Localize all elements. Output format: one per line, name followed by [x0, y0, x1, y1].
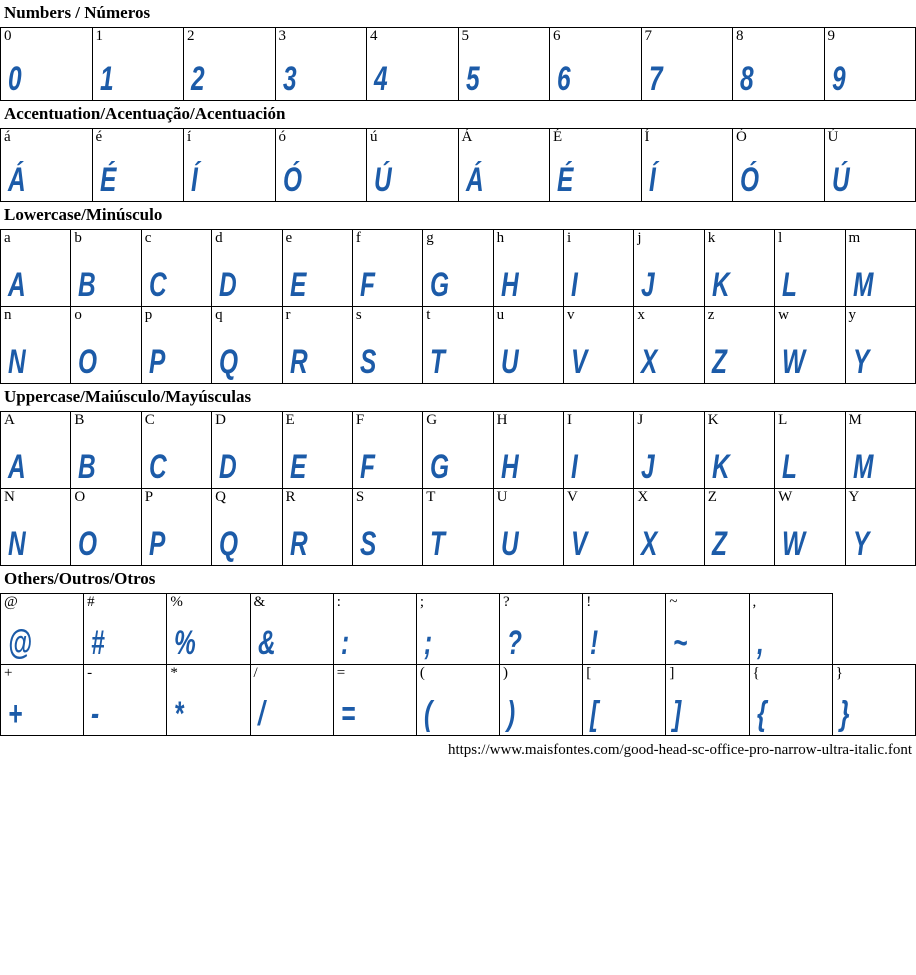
- glyph-cell: [92, 28, 184, 101]
- glyph-table-others: [0, 593, 916, 736]
- glyph-cell: [71, 489, 141, 566]
- glyph-sample: C: [148, 266, 166, 304]
- glyph-cell: [282, 489, 352, 566]
- glyph-sample: (: [423, 695, 432, 733]
- glyph-sample: #: [91, 624, 105, 662]
- glyph-cell: [71, 230, 141, 307]
- glyph-label: p: [144, 307, 153, 323]
- glyph-cell: [167, 665, 250, 736]
- glyph-label: 2: [187, 28, 195, 44]
- glyph-cell: [458, 129, 550, 202]
- glyph-cell: [824, 28, 916, 101]
- glyph-label: [: [586, 665, 592, 681]
- glyph-cell: [824, 129, 916, 202]
- glyph-sample: Y: [852, 525, 869, 563]
- glyph-label: z: [707, 307, 715, 323]
- glyph-cell: [275, 28, 367, 101]
- glyph-sample: É: [99, 161, 116, 199]
- glyph-cell: [71, 307, 141, 384]
- glyph-sample: :: [340, 624, 349, 662]
- table-row: [1, 412, 916, 489]
- table-row: [1, 230, 916, 307]
- glyph-sample: 2: [191, 60, 204, 98]
- glyph-cell: [564, 307, 634, 384]
- glyph-sample: J: [641, 448, 655, 486]
- glyph-label: b: [74, 230, 82, 246]
- glyph-label: w: [778, 307, 789, 323]
- glyph-sample: {: [756, 695, 766, 733]
- table-row: [1, 594, 916, 665]
- glyph-cell: [634, 489, 704, 566]
- glyph-cell: [141, 230, 211, 307]
- glyph-cell: [583, 594, 666, 665]
- glyph-cell: [184, 28, 276, 101]
- glyph-label: H: [496, 412, 508, 428]
- glyph-cell: [564, 489, 634, 566]
- glyph-cell: [423, 307, 493, 384]
- glyph-cell: [845, 412, 916, 489]
- glyph-cell: [704, 230, 774, 307]
- glyph-sample: R: [289, 525, 307, 563]
- glyph-sample: D: [219, 266, 237, 304]
- glyph-label: V: [567, 489, 578, 505]
- glyph-sample: 7: [648, 60, 662, 98]
- glyph-label: J: [637, 412, 644, 428]
- glyph-label: }: [835, 665, 843, 681]
- glyph-cell: [641, 129, 733, 202]
- glyph-label: ): [503, 665, 509, 681]
- glyph-sample: 5: [465, 60, 479, 98]
- glyph-label: y: [848, 307, 856, 323]
- glyph-sample: 0: [8, 60, 21, 98]
- glyph-label: D: [215, 412, 226, 428]
- glyph-cell: [550, 28, 642, 101]
- glyph-sample: W: [782, 343, 805, 381]
- glyph-cell: [333, 594, 416, 665]
- glyph-label: &: [253, 594, 266, 610]
- glyph-cell: [733, 129, 825, 202]
- glyph-cell: [423, 489, 493, 566]
- glyph-cell: [583, 665, 666, 736]
- glyph-sample: =: [340, 695, 355, 733]
- glyph-cell: [84, 665, 167, 736]
- glyph-sample: H: [500, 448, 518, 486]
- glyph-label: =: [336, 665, 346, 681]
- glyph-cell: [666, 594, 749, 665]
- glyph-label: l: [778, 230, 783, 246]
- glyph-cell: [367, 129, 459, 202]
- glyph-label: t: [426, 307, 431, 323]
- glyph-label: P: [144, 489, 154, 505]
- glyph-label: @: [4, 594, 18, 610]
- glyph-sample: I: [571, 266, 578, 304]
- glyph-label: ó: [278, 129, 286, 145]
- glyph-sample: -: [91, 695, 99, 733]
- glyph-label: W: [778, 489, 793, 505]
- glyph-label: 9: [827, 28, 835, 44]
- glyph-label: m: [848, 230, 861, 246]
- glyph-label: %: [170, 594, 183, 610]
- glyph-sample: E: [289, 448, 306, 486]
- section-title-lowercase: Lowercase/Minúsculo: [4, 205, 163, 224]
- glyph-cell: [775, 412, 845, 489]
- glyph-sample: N: [8, 525, 25, 563]
- glyph-sample: T: [430, 343, 445, 381]
- glyph-cell: [333, 665, 416, 736]
- glyph-cell: [352, 307, 422, 384]
- glyph-label: 6: [553, 28, 561, 44]
- glyph-cell: [550, 129, 642, 202]
- glyph-label: N: [4, 489, 15, 505]
- glyph-sample: !: [590, 624, 598, 662]
- glyph-cell: [1, 594, 84, 665]
- glyph-label: Í: [644, 129, 650, 145]
- glyph-label: ?: [503, 594, 510, 610]
- glyph-sample: X: [641, 525, 657, 563]
- glyph-label: j: [637, 230, 642, 246]
- glyph-sample: Q: [219, 343, 238, 381]
- glyph-sample: @: [8, 624, 32, 662]
- glyph-label: 1: [95, 28, 103, 44]
- glyph-sample: +: [8, 695, 22, 733]
- glyph-label: É: [553, 129, 563, 145]
- glyph-cell: [282, 412, 352, 489]
- glyph-label: i: [567, 230, 572, 246]
- glyph-label: ;: [419, 594, 425, 610]
- glyph-label: O: [74, 489, 86, 505]
- glyph-sample: 3: [282, 60, 296, 98]
- glyph-sample: N: [8, 343, 25, 381]
- glyph-sample: H: [500, 266, 518, 304]
- glyph-cell: [282, 307, 352, 384]
- glyph-sample: A: [8, 448, 25, 486]
- glyph-cell: [775, 307, 845, 384]
- glyph-cell: [416, 594, 499, 665]
- glyph-sample: S: [359, 525, 376, 563]
- glyph-cell: [282, 230, 352, 307]
- glyph-label: í: [187, 129, 192, 145]
- glyph-sample: M: [852, 448, 873, 486]
- glyph-sample: *: [174, 695, 184, 733]
- glyph-label: u: [496, 307, 505, 323]
- glyph-cell: [845, 489, 916, 566]
- table-row: [1, 307, 916, 384]
- glyph-sample: 4: [374, 60, 387, 98]
- glyph-sample: Z: [711, 343, 726, 381]
- glyph-label: 5: [461, 28, 469, 44]
- glyph-sample: /: [257, 695, 264, 733]
- glyph-label: a: [4, 230, 11, 246]
- glyph-sample: 9: [831, 60, 845, 98]
- glyph-cell: [275, 129, 367, 202]
- glyph-sample: Á: [465, 161, 483, 199]
- glyph-cell: [184, 129, 276, 202]
- glyph-label: ú: [370, 129, 378, 145]
- glyph-cell: [423, 230, 493, 307]
- glyph-cell: [141, 412, 211, 489]
- glyph-label: g: [426, 230, 434, 246]
- glyph-label: é: [95, 129, 103, 145]
- glyph-label: {: [752, 665, 760, 681]
- glyph-cell: [564, 230, 634, 307]
- glyph-cell: [749, 594, 832, 665]
- glyph-label: C: [144, 412, 155, 428]
- glyph-sample: B: [78, 266, 96, 304]
- glyph-label: G: [426, 412, 438, 428]
- glyph-cell: [141, 489, 211, 566]
- glyph-cell: [250, 594, 333, 665]
- glyph-sample: X: [641, 343, 657, 381]
- glyph-sample: G: [430, 266, 449, 304]
- glyph-label: M: [848, 412, 862, 428]
- section-title-numbers: Numbers / Números: [4, 3, 151, 22]
- glyph-label: -: [87, 665, 93, 681]
- glyph-label: E: [285, 412, 295, 428]
- glyph-sample: D: [219, 448, 237, 486]
- glyph-label: /: [253, 665, 258, 681]
- glyph-cell: [416, 665, 499, 736]
- glyph-sample: T: [430, 525, 445, 563]
- glyph-label: ~: [669, 594, 678, 610]
- glyph-cell: [212, 230, 282, 307]
- section-title-others: Others/Outros/Otros: [4, 569, 156, 588]
- glyph-label: s: [355, 307, 362, 323]
- glyph-label: #: [87, 594, 95, 610]
- glyph-cell: [352, 230, 422, 307]
- glyph-sample: Q: [219, 525, 238, 563]
- glyph-sample: ,: [756, 624, 763, 662]
- table-row: [1, 28, 916, 101]
- glyph-label: +: [4, 665, 13, 681]
- glyph-label: X: [637, 489, 649, 505]
- glyph-sample: I: [571, 448, 578, 486]
- glyph-label: Z: [707, 489, 717, 505]
- glyph-sample: W: [782, 525, 805, 563]
- glyph-cell: [1, 412, 71, 489]
- glyph-sample: ?: [507, 624, 522, 662]
- glyph-label: c: [144, 230, 152, 246]
- glyph-label: o: [74, 307, 82, 323]
- glyph-label: r: [285, 307, 291, 323]
- glyph-label: e: [285, 230, 293, 246]
- glyph-label: ,: [752, 594, 757, 610]
- glyph-label: 0: [4, 28, 12, 44]
- source-url[interactable]: https://www.maisfontes.com/good-head-sc-office-pro-narrow-ultra-italic.font: [447, 742, 912, 758]
- glyph-sample: ~: [673, 624, 687, 662]
- glyph-sample: &: [257, 624, 275, 662]
- section-title-uppercase: Uppercase/Maiúsculo/Mayúsculas: [4, 387, 252, 406]
- glyph-table-lowercase: [0, 229, 916, 384]
- glyph-cell: [1, 665, 84, 736]
- glyph-cell: [250, 665, 333, 736]
- glyph-sample: [: [590, 695, 598, 733]
- glyph-label: Ó: [736, 129, 747, 145]
- glyph-sample: V: [571, 343, 587, 381]
- glyph-sample: V: [571, 525, 587, 563]
- glyph-cell: [634, 230, 704, 307]
- glyph-label: 3: [278, 28, 286, 44]
- glyph-cell: [212, 489, 282, 566]
- glyph-cell: [493, 412, 563, 489]
- glyph-label: k: [707, 230, 716, 246]
- glyph-sample: C: [148, 448, 166, 486]
- glyph-label: K: [707, 412, 719, 428]
- glyph-label: ]: [669, 665, 675, 681]
- glyph-cell: [493, 230, 563, 307]
- glyph-sample: P: [148, 343, 165, 381]
- glyph-sample: Ú: [831, 161, 849, 199]
- glyph-sample: Ó: [282, 161, 301, 199]
- glyph-cell: [1, 28, 93, 101]
- glyph-sample: K: [711, 266, 729, 304]
- glyph-label: q: [215, 307, 223, 323]
- glyph-sample: A: [8, 266, 25, 304]
- glyph-cell: [634, 412, 704, 489]
- glyph-cell: [1, 489, 71, 566]
- glyph-cell: [493, 489, 563, 566]
- glyph-sample: ]: [673, 695, 681, 733]
- glyph-label: Á: [461, 129, 473, 145]
- glyph-label: Ú: [827, 129, 839, 145]
- glyph-cell: [704, 307, 774, 384]
- glyph-sample: %: [174, 624, 196, 662]
- glyph-cell: [564, 412, 634, 489]
- glyph-label: I: [567, 412, 572, 428]
- glyph-cell: [775, 230, 845, 307]
- glyph-label: á: [4, 129, 11, 145]
- glyph-cell: [141, 307, 211, 384]
- glyph-label: L: [778, 412, 788, 428]
- glyph-cell: [1, 307, 71, 384]
- glyph-sample: F: [359, 266, 375, 304]
- glyph-cell: [167, 594, 250, 665]
- glyph-sample: Í: [191, 161, 198, 199]
- glyph-sample: 8: [740, 60, 753, 98]
- section-title-accentuation: Accentuation/Acentuação/Acentuación: [4, 104, 286, 123]
- glyph-sample: M: [852, 266, 873, 304]
- glyph-cell: [423, 412, 493, 489]
- glyph-sample: O: [78, 343, 97, 381]
- glyph-cell: [212, 307, 282, 384]
- glyph-sample: L: [782, 266, 797, 304]
- glyph-cell: [641, 28, 733, 101]
- glyph-cell: [749, 665, 832, 736]
- glyph-sample: 6: [557, 60, 570, 98]
- glyph-sample: F: [359, 448, 375, 486]
- table-row: [1, 665, 916, 736]
- glyph-cell: [845, 307, 916, 384]
- glyph-sample: Í: [648, 161, 655, 199]
- glyph-sample: P: [148, 525, 165, 563]
- glyph-label: F: [355, 412, 365, 428]
- glyph-label: f: [355, 230, 361, 246]
- glyph-cell: [71, 412, 141, 489]
- glyph-table-uppercase: [0, 411, 916, 566]
- glyph-cell: [352, 412, 422, 489]
- glyph-cell: [775, 489, 845, 566]
- glyph-sample: Z: [711, 525, 726, 563]
- glyph-cell: [704, 489, 774, 566]
- glyph-label: (: [419, 665, 425, 681]
- glyph-sample: U: [500, 525, 518, 563]
- glyph-cell: [493, 307, 563, 384]
- glyph-table-numbers: [0, 27, 916, 101]
- glyph-sample: ): [507, 695, 515, 733]
- glyph-label: 4: [370, 28, 378, 44]
- glyph-sample: É: [557, 161, 573, 199]
- glyph-label: h: [496, 230, 505, 246]
- glyph-cell: [500, 594, 583, 665]
- glyph-sample: }: [839, 695, 849, 733]
- glyph-cell: [458, 28, 550, 101]
- table-row: [1, 129, 916, 202]
- glyph-label: R: [285, 489, 296, 505]
- glyph-sample: E: [289, 266, 306, 304]
- glyph-cell: [845, 230, 916, 307]
- glyph-sample: ;: [423, 624, 432, 662]
- glyph-cell: [84, 594, 167, 665]
- glyph-label: 8: [736, 28, 744, 44]
- glyph-label: A: [4, 412, 15, 428]
- glyph-cell: [634, 307, 704, 384]
- glyph-sample: Ú: [374, 161, 391, 199]
- glyph-cell: [212, 412, 282, 489]
- glyph-sample: U: [500, 343, 518, 381]
- glyph-label: :: [336, 594, 341, 610]
- glyph-sample: L: [782, 448, 797, 486]
- glyph-sample: Á: [8, 161, 25, 199]
- glyph-label: n: [4, 307, 12, 323]
- glyph-cell: [367, 28, 459, 101]
- table-row: [1, 489, 916, 566]
- glyph-cell: [704, 412, 774, 489]
- glyph-sample: O: [78, 525, 97, 563]
- glyph-label: Y: [848, 489, 860, 505]
- glyph-label: x: [637, 307, 645, 323]
- glyph-sample: J: [641, 266, 655, 304]
- glyph-cell: [733, 28, 825, 101]
- glyph-cell: [352, 489, 422, 566]
- glyph-label: B: [74, 412, 85, 428]
- glyph-cell: [500, 665, 583, 736]
- glyph-label: Q: [215, 489, 226, 505]
- glyph-sample: 1: [99, 60, 113, 98]
- glyph-sample: B: [78, 448, 96, 486]
- glyph-sample: R: [289, 343, 307, 381]
- glyph-label: S: [355, 489, 365, 505]
- glyph-label: v: [567, 307, 575, 323]
- glyph-sample: G: [430, 448, 449, 486]
- glyph-sample: Y: [852, 343, 869, 381]
- glyph-cell: [1, 129, 93, 202]
- glyph-label: T: [426, 489, 436, 505]
- glyph-sample: Ó: [740, 161, 759, 199]
- glyph-cell: [832, 665, 915, 736]
- glyph-label: 7: [644, 28, 652, 44]
- glyph-table-accentuation: [0, 128, 916, 202]
- glyph-label: !: [586, 594, 592, 610]
- glyph-cell: [92, 129, 184, 202]
- glyph-cell: [1, 230, 71, 307]
- glyph-cell: [666, 665, 749, 736]
- glyph-label: U: [496, 489, 508, 505]
- glyph-sample: K: [711, 448, 729, 486]
- glyph-label: d: [215, 230, 223, 246]
- glyph-label: *: [170, 665, 178, 681]
- glyph-sample: S: [359, 343, 376, 381]
